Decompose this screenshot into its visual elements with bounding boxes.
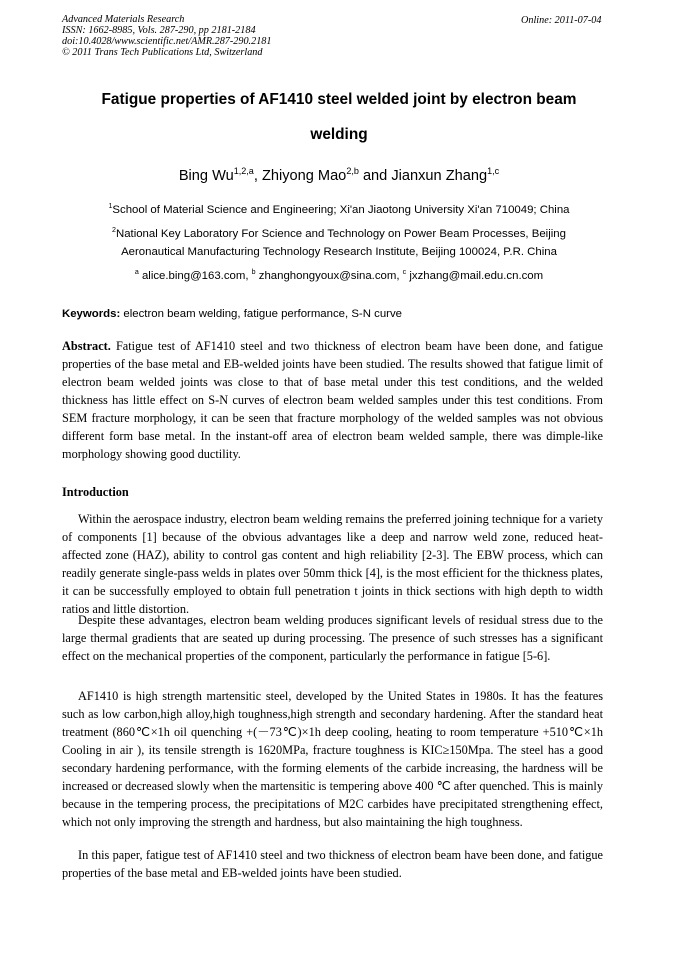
issn-line: ISSN: 1662-8985, Vols. 287-290, pp 2181-2184 — [62, 25, 256, 36]
intro-paragraph-4: In this paper, fatigue test of AF1410 steel and two thickness of electron beam have been done, and fatigue properties of the base metal and EB-welded joints have been studied. — [62, 848, 603, 880]
author-2: Zhiyong Mao — [261, 167, 347, 184]
intro-paragraph-1: Within the aerospace industry, electron beam welding remains the preferred joining technique for a variety of components [1] because of the obvious advantages like a deep and narrow weld zone, reduced heat-affected zone (HAZ), ability to control gas content and high reliability [2-3]. The EBW process, which can readily generate single-pass welds in plates over 50mm thick [4], is the most efficient for the thickness plates, it can be successfully employed to obtain full penetration t joints in thick sections with high depth to width ratios and little distortion. — [62, 512, 603, 616]
email-b-marker: b — [251, 269, 256, 276]
affiliation-2-text: National Key Laboratory For Science and Technology on Power Beam Processes, Beijing — [115, 227, 566, 240]
intro-paragraph-3: AF1410 is high strength martensitic steel, developed by the United States in 1980s. It has the features such as low carbon,high alloy,high toughness,high strength and secondary hardening. After the standard heat treatment (860℃×1h oil quenching +(－73℃)×1h deep cooling, heating to room temperature +510℃×1h Cooling in air ), its tensile strength is 1620MPa, fracture toughness is KIC≥150Mpa. The steel has a good secondary hardening performance, with the forming elements of the carbide increasing, the hardness will be increased or decreased slowly when the martensitic is tempering above 400 ℃ after quenched. This is mainly because in the tempering process, the precipitations of M2C carbides have precipitated strengthening effect, which not only improving the strength and hardness, but also maintaining the high toughness. — [62, 689, 603, 829]
keywords-text: electron beam welding, fatigue performance, S-N curve — [120, 308, 402, 320]
keywords-label: Keywords: — [62, 308, 121, 320]
intro-paragraph-2: Despite these advantages, electron beam welding produces significant levels of residual stress due to the large thermal gradients that are seated up during processing. The presence of such stresses has a significant effect on the mechanical properties of the component, particularly the performance in fatigue [5-6]. — [62, 613, 603, 663]
abstract — [62, 337, 603, 463]
email-line — [62, 269, 616, 282]
author-1-affil: 1,2,a — [233, 166, 254, 176]
email-a[interactable]: alice.bing@163.com, — [138, 269, 252, 282]
paper-title-line1: Fatigue properties of AF1410 steel welded joint by electron beam — [101, 91, 577, 108]
email-a-marker: a — [134, 269, 139, 276]
affiliation-1-text: School of Material Science and Engineering; Xi'an Jiaotong University Xi'an 710049; China — [112, 203, 570, 216]
keywords — [62, 308, 622, 320]
abstract-label: Abstract. — [62, 339, 111, 353]
author-2-affil: 2,b — [346, 166, 359, 176]
author-separator: and — [358, 167, 392, 184]
copyright-line: © 2011 Trans Tech Publications Ltd, Switzerland — [62, 47, 263, 58]
affiliation-1 — [62, 203, 616, 216]
email-c[interactable]: jxzhang@mail.edu.cn.com — [406, 269, 544, 282]
affiliation-2-line1 — [62, 227, 616, 240]
author-3: Jianxun Zhang — [391, 167, 488, 184]
author-list — [62, 166, 616, 184]
online-date: Online: 2011-07-04 — [521, 15, 602, 26]
paper-title-line2: welding — [310, 126, 368, 143]
doi-line: doi:10.4028/www.scientific.net/AMR.287-290.2181 — [62, 36, 272, 47]
affiliation-2-line2: Aeronautical Manufacturing Technology Research Institute, Beijing 100024, P.R. China — [121, 246, 557, 258]
journal-name: Advanced Materials Research — [62, 14, 185, 25]
affiliation-1-marker: 1 — [108, 203, 113, 210]
email-c-marker: c — [402, 269, 407, 276]
author-3-affil: 1,c — [487, 166, 500, 176]
affiliation-2-marker: 2 — [112, 227, 116, 234]
section-heading-introduction: Introduction — [62, 485, 129, 499]
email-b[interactable]: zhanghongyoux@sina.com, — [255, 269, 403, 282]
author-1: Bing Wu — [178, 167, 234, 184]
author-separator: , — [253, 167, 262, 184]
abstract-text: Fatigue test of AF1410 steel and two thickness of electron beam have been done, and fatigue properties of the base metal and EB-welded joints have been studied. The results showed that fatigue limit of electron beam welded joints was close to that of base metal under this test conditions, and the welded thickness has little effect on S-N curves of electron beam welded samples under this test conditions. From SEM fracture morphology, it can be seen that fracture morphology of the welded samples was not obvious different form base metal. In the instant-off area of electron beam welded sample, there was dimple-like morphology showing good ductility. — [62, 339, 603, 461]
